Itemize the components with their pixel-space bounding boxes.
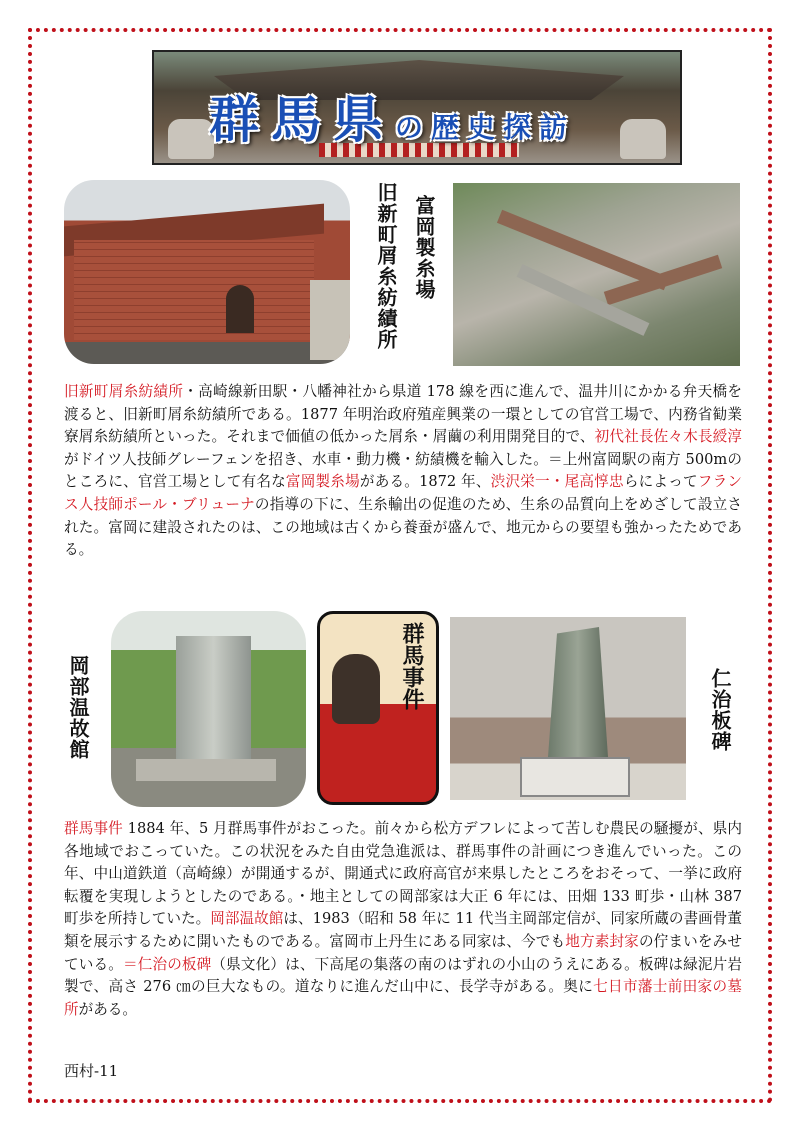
label-niji: 仁治板碑 [708, 668, 732, 752]
page-title [209, 80, 575, 152]
paragraph-2 [64, 818, 742, 1021]
stone-monument [176, 636, 251, 771]
photo-tomioka-aerial [453, 183, 740, 366]
guardian-statue [168, 119, 214, 159]
body-text: ・高崎線新田駅・八幡神社から県道 178 線を西に進んで、温井川にかかる弁天橋を渡ると、旧新町屑糸紡績所である。1877 年明治政府殖産興業の一環としての官営工場で、内務省勧業寮屑糸紡績所といった。それまで価値の低かった屑糸・屑繭の利用開発目的で、 [64, 383, 742, 446]
body-text: がある。1872 年、 [359, 473, 491, 491]
body-text: がドイツ人技師グレーフェンを招き、水車・動力機・紡績機を輸入した。＝上州富岡駅の南方 500mのところに、官営工場として有名な [64, 450, 742, 491]
arched-window [226, 285, 254, 333]
photo-gunma-jiken-book [317, 611, 439, 805]
label-tomioka: 富岡製糸場 [412, 195, 436, 300]
paragraph-1 [64, 381, 742, 562]
body-text: 1884 年、5 月群馬事件がおこった。前々から松方デフレによって苦しむ農民の騒擾が、県内各地域でおこっていた。この状況をみた自由党急進派は、群馬事件の計画につき進んでいった。この年、中山道鉄道（高崎線）が開通するが、開通式に政府高官が来県したところをおそって、一挙に政府転覆を実現しようとしたのである。・地主としての岡部家は大正 6 年には、田畑 133 町歩・山林 387 町歩を所持していた。 [64, 820, 742, 928]
highlight-term: 渋沢栄一・尾高惇忠 [490, 473, 624, 491]
highlight-term: 初代社長佐々木長綬淳 [594, 428, 742, 446]
portrait [332, 654, 380, 724]
shed [310, 280, 350, 360]
body-text: （県文化）は、下高尾の集落の南のはずれの小山のうえにある。板碑は緑泥片岩製で、高さ 276 ㎝の巨大なもの。道なりに進んだ山中に、長学寺がある。奥に [64, 955, 742, 996]
body-text: の指導の下に、生糸輸出の促進のため、生糸の品質向上をめざして設立された。富岡に建設されたのは、この地域は古くから養蚕が盛んで、地元からの要望も強かったためである。 [64, 495, 743, 559]
photo-brick-factory [64, 180, 350, 364]
stele-fence [520, 757, 630, 797]
highlight-term: 旧新町屑糸紡績所 [64, 383, 184, 400]
brick-wall [74, 240, 314, 340]
highlight-term: フランス人技師ポール・ブリューナ [64, 473, 742, 513]
photo-niji-stele [450, 617, 686, 800]
book-title: 群馬事件 [399, 622, 425, 710]
title-banner [152, 50, 682, 165]
monument-base [136, 759, 276, 781]
label-shinmachi: 旧新町屑糸紡績所 [374, 182, 398, 350]
page-footer: 西村-11 [64, 1062, 119, 1080]
highlight-term: 七日市藩士前田家の墓所 [64, 978, 742, 1018]
body-text: がある。 [78, 1000, 137, 1018]
title-sub: の歴史探訪 [395, 111, 576, 144]
highlight-term: 岡部温故館 [210, 910, 284, 928]
guardian-statue [620, 119, 666, 159]
photo-okabe-monument [111, 611, 306, 807]
label-okabe: 岡部温故館 [66, 655, 90, 760]
title-main: 群馬県 [209, 91, 395, 149]
highlight-term: 地方素封家 [565, 932, 639, 950]
body-text: は、1983（昭和 58 年に 11 代当主岡部定信が、同家所蔵の書画骨董類を展示するために開いたものである。富岡市上丹生にある同家は、今でも [64, 910, 742, 950]
body-text: らによって [623, 473, 698, 491]
stone-stele [548, 627, 608, 757]
highlight-term: 群馬事件 [64, 820, 123, 837]
body-text: の佇まいをみせている。 [64, 932, 742, 973]
highlight-term: 富岡製糸場 [285, 473, 360, 491]
highlight-term: ＝仁治の板碑 [122, 955, 212, 973]
